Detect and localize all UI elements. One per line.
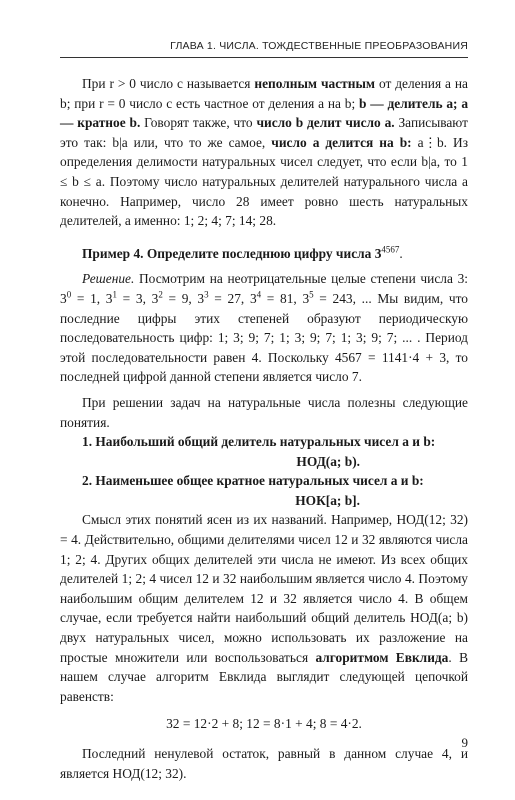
example-exponent: 4567: [381, 244, 400, 255]
concept-lcm: [60, 471, 468, 510]
page-number: 9: [461, 735, 468, 750]
term-a-divisible-by-b: число a делится на b:: [271, 134, 412, 150]
concept-gcd-text: 1. Наибольший общий делитель натуральных чисел a и b:: [82, 434, 436, 450]
example-label: Пример 4.: [82, 245, 144, 261]
power-exponent: 3: [204, 289, 209, 300]
euclid-formula: 32 = 12·2 + 8; 12 = 8·1 + 4; 8 = 4·2.: [166, 716, 362, 732]
text-run: Смысл этих понятий ясен из их названий. Например, НОД(12; 32) = 4. Действительно, общими делителями чисел 12 и 32 являются числа 1; 2; 4. Других общих делителей эти числа не имеют. Из всех общих делителей 1; 2; 4 чисел 12 и 32 наибольшим является число 4. Поэтому наибольшим общим делителем 12 и 32 является число 4. В общем случае, если требуется найти наибольший общий делитель НОД(a; b) двух натуральных чисел, можно использовать их разложение на простые множители или воспользоваться: [60, 512, 468, 665]
example-4: [60, 244, 468, 264]
text-run: Говорят также, что: [140, 115, 257, 131]
power-exponent: 0: [66, 289, 72, 300]
term-euclid-algorithm: алгоритмом Евклида: [315, 649, 449, 665]
concept-lcm-text: 2. Наименьшее общее кратное натуральных чисел a и b:: [82, 473, 424, 489]
text-run: = 81, 3: [261, 290, 310, 306]
term-incomplete-quotient: неполным частным: [254, 76, 376, 91]
text-run: от деления a на b; при r = 0 число c есть частное от деления a на b;: [60, 76, 468, 111]
text-run: = 1, 3: [71, 290, 113, 306]
page-content: [60, 74, 468, 783]
text-run: Посмотрим на неотрицательные целые степени числа 3: 3: [60, 271, 468, 306]
concept-gcd: [60, 432, 468, 471]
power-exponent: 2: [158, 289, 163, 300]
term-divisor-multiple: b — делитель a; a — кратное b.: [60, 95, 469, 131]
text-run: . В нашем случае алгоритм Евклида выглядит следующей цепочкой равенств:: [60, 649, 469, 704]
power-exponent: 1: [112, 289, 118, 300]
final-paragraph: Последний ненулевой остаток, равный в данном случае 4, и является НОД(12; 32).: [60, 746, 468, 781]
explanation-paragraph: [60, 510, 468, 706]
text-run: = 3, 3: [117, 290, 159, 306]
concepts-intro: При решении задач на натуральные числа полезны следующие понятия.: [60, 394, 468, 430]
solution-paragraph: [60, 269, 468, 387]
power-exponent: 4: [256, 289, 262, 300]
definition-paragraph: [60, 74, 468, 231]
concept-lcm-notation: НОК[a; b].: [295, 492, 360, 508]
text-run: = 27, 3: [208, 290, 257, 306]
term-b-divides-a: число b делит число a.: [256, 115, 395, 131]
text-run: Записывают это так: b|a или, что то же самое,: [60, 115, 468, 150]
concept-gcd-notation: НОД(a; b).: [296, 453, 360, 469]
example-text: Определите последнюю цифру числа 3: [143, 245, 382, 261]
text-run: = 9, 3: [162, 290, 205, 306]
running-header: ГЛАВА 1. ЧИСЛА. ТОЖДЕСТВЕННЫЕ ПРЕОБРАЗОВАНИЯ: [170, 40, 468, 52]
concepts-list: [60, 432, 468, 510]
text-run: = 243, ... Мы видим, что последние цифры этих степеней образуют периодическую последовательность цифр: 1; 3; 9; 7; 1; 3; 9; 7; 1; 3; 9; 7; ... . Период этой последовательности равен 4. Поскольку 4567 = 1141·4 + 3, то последней цифрой данной степени является число 7.: [60, 290, 468, 385]
text-run: a⋮b. Из определения делимости натуральных чисел следует, что если b|a, то 1 ≤ b ≤ a. Поэтому число натуральных делителей натурального числа a конечно. Например, число 28 имеет ровно шесть натуральных делителей, а именно: 1; 2; 4; 7; 14; 28.: [60, 134, 468, 229]
text-run: При r > 0 число c называется: [82, 76, 255, 91]
power-exponent: 5: [309, 289, 314, 300]
text-run: .: [399, 245, 403, 261]
header-rule: [60, 57, 468, 58]
solution-label: Решение.: [82, 271, 135, 287]
